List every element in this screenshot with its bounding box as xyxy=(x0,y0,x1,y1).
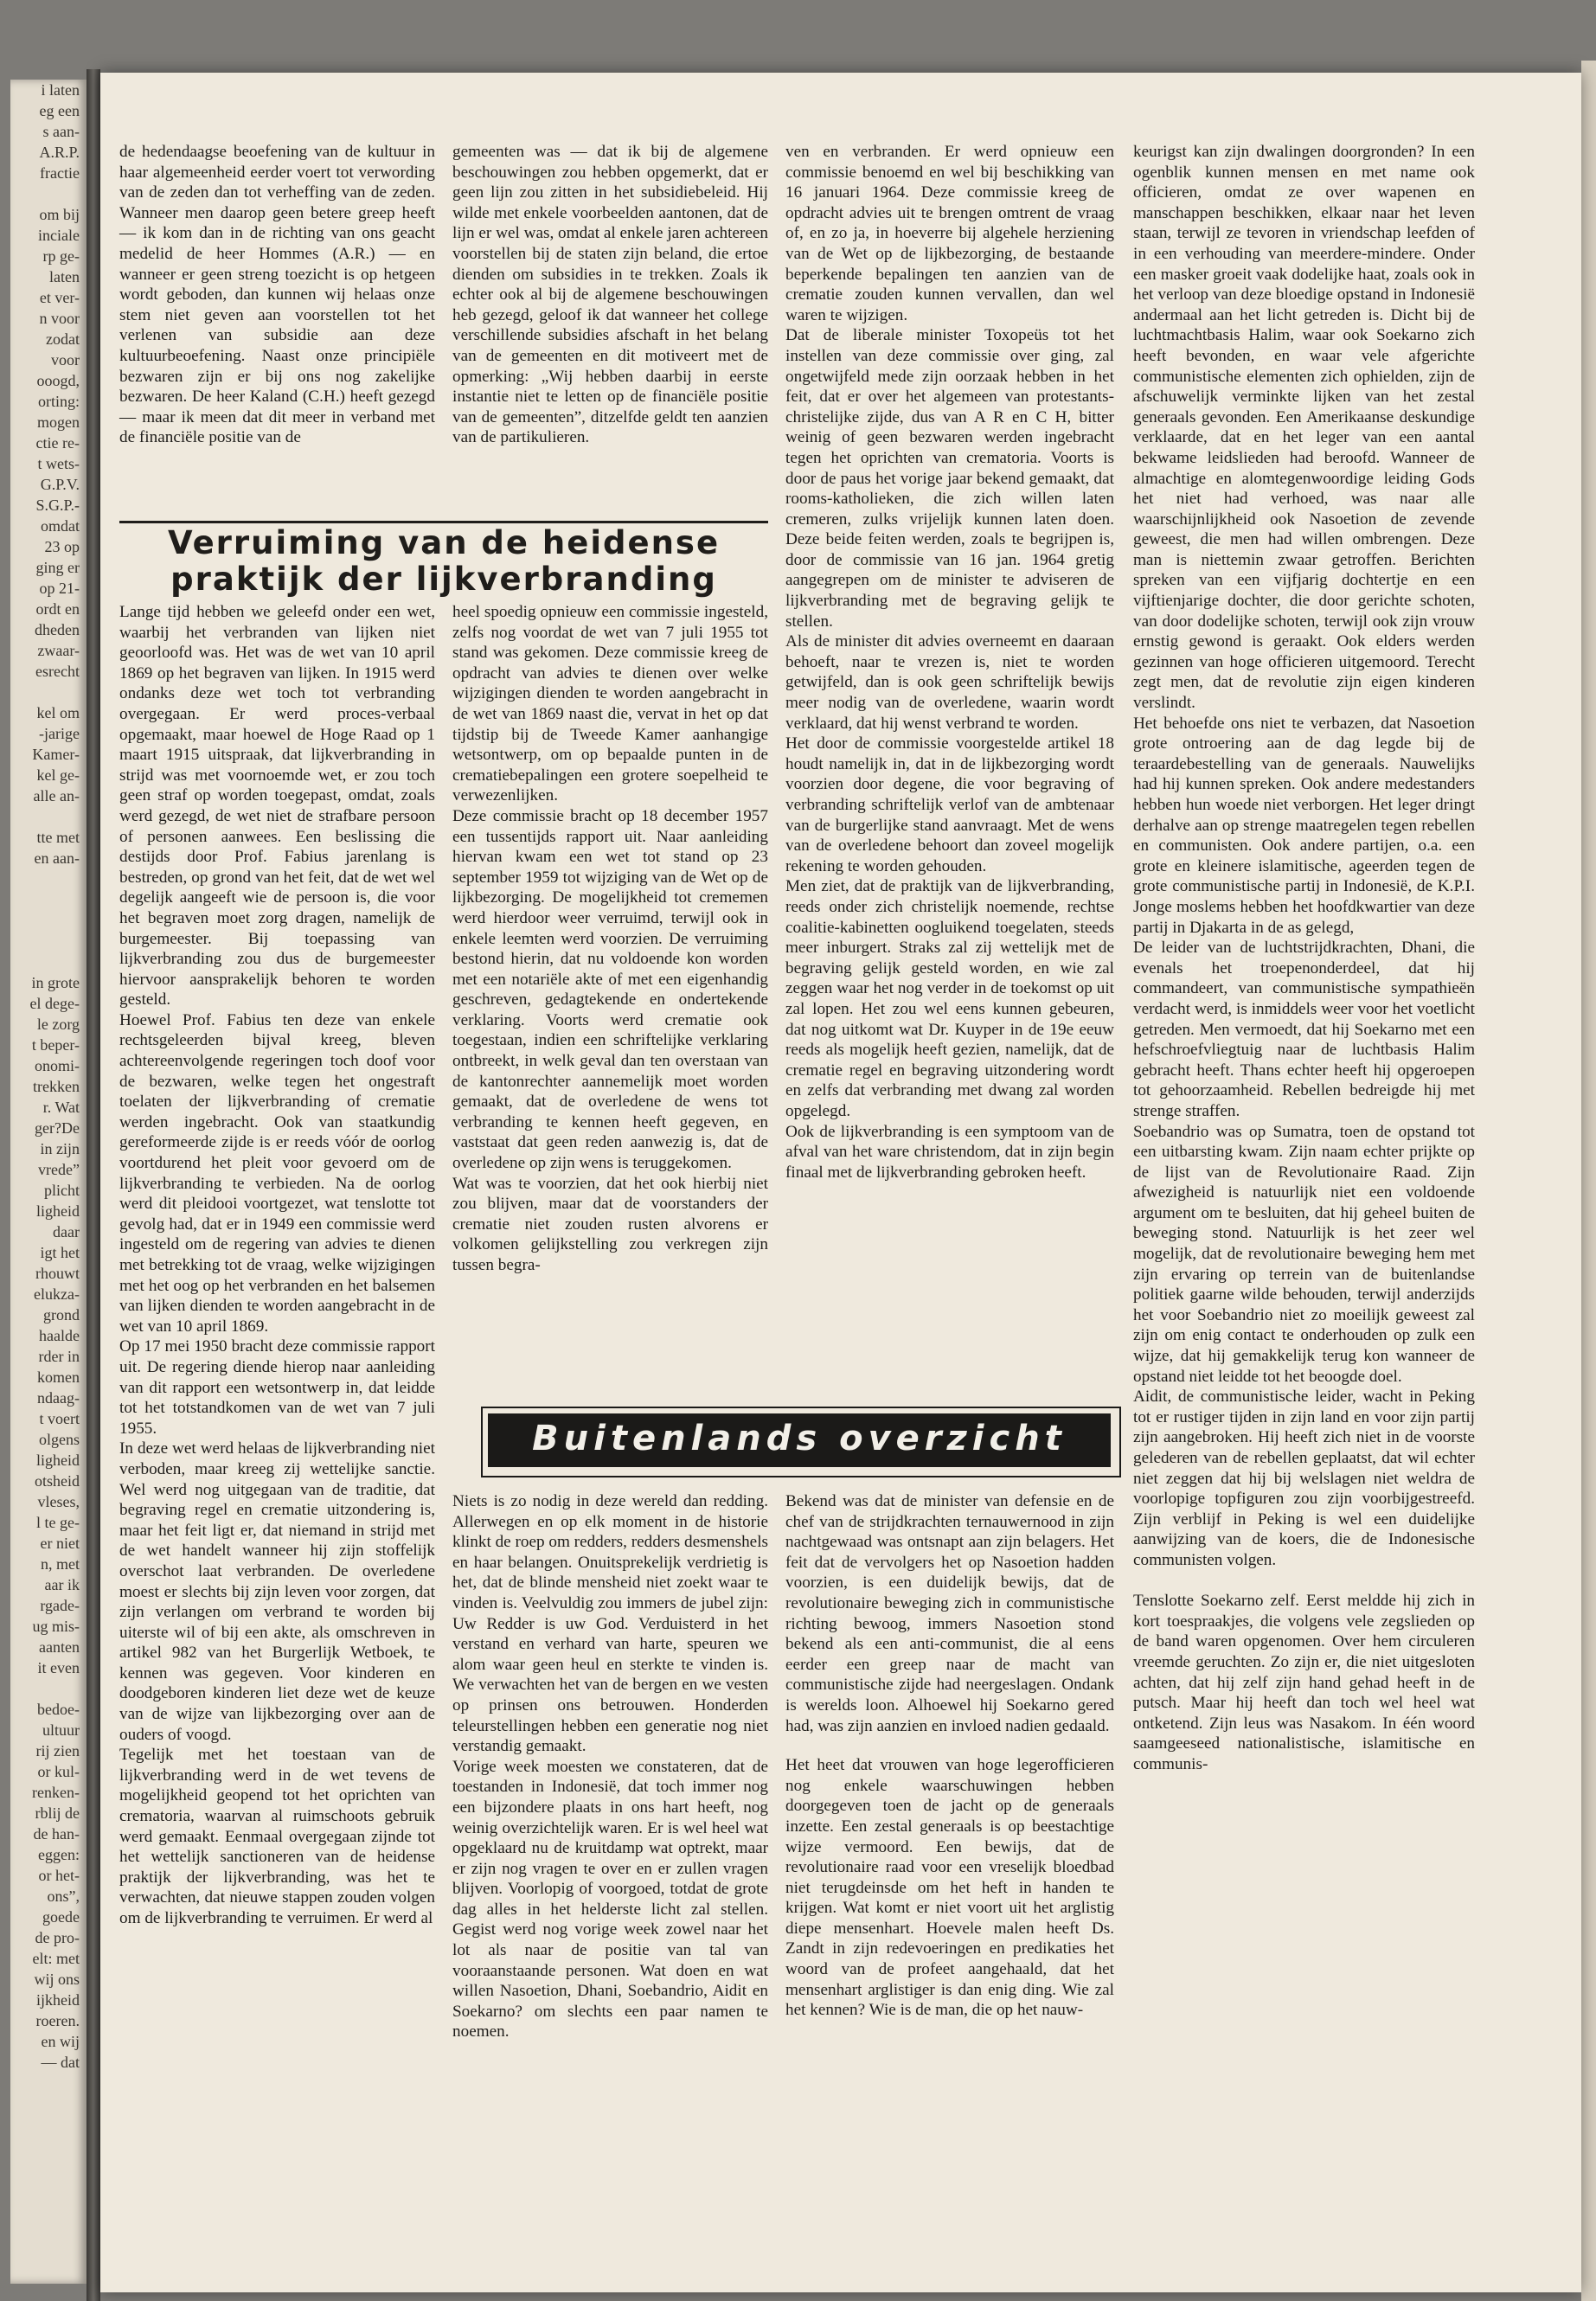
adjacent-page-fragment: rgade- xyxy=(40,1597,80,1614)
adjacent-page-fragment: kel ge- xyxy=(36,766,80,784)
headline-line-1: Verruiming van de heidense xyxy=(167,524,721,561)
paragraph: Aidit, de communistische leider, wacht in Peking tot er rustiger tijden in zijn land en voor zijn partij zijn aangebroken. Hij heeft zich niet in de voorste gelederen van de rebellen geplaatst, dat wil echter niet zeggen dat hij bij welslagen niet weldra de voorlopige topfiguren zou zijn voorbijgestreefd. Zijn verblijf in Peking is wel een duidelijke aanwijzing van de koers, die de Indonesische communisten volgen. xyxy=(1133,1388,1475,1569)
adjacent-page-fragment: op 21- xyxy=(39,580,80,597)
paragraph: In deze wet werd helaas de lijkverbranding niet verboden, maar kreeg zij wettelijke sanctie. Wel werd nog uitgegaan van de traditie, dat begraving regel en crematie uitzondering is, maar het feit ligt er, dat niemand in strijd met de wet handelt wanneer hij zijn stoffelijk overschot laat verbranden. De overledene moest er slechts bij zijn leven voor zorgen, dat zijn verlangen om verbrand te worden bij uiterste wil of bij een akte, als omschreven in artikel 982 van het Burgerlijk Wetboek, te kennen was gegeven. Voor kinderen en doodgeboren kinderen liet deze wet de keuze van de wijze van lijkbezorging over aan de ouders of voogd. xyxy=(119,1439,435,1744)
adjacent-page-fragment: ger?De xyxy=(35,1119,80,1137)
paragraph: Het heet dat vrouwen van hoge legerofficieren nog enkele waarschuwingen hebben doorgegeven toen de jacht op de generaals inzette. Een zestal generaals is op beestachtige wijze vermoord. Een bewijs, dat de revolutionaire raad voor een vreselijk bloedbad niet terugdeinsde om het heft in handen te krijgen. Wat komt er niet voort uit het arglistig diepe mensenhart. Hoevele malen heeft Ds. Zandt in zijn redevoeringen en predikaties het woord van de profeet aangehaald, dat het mensenhart arglistiger is dan enig ding. Wie zal het kennen? Wie is de man, die op het nauw- xyxy=(785,1756,1114,2020)
adjacent-page-fragment: zodat xyxy=(46,330,80,348)
adjacent-page-fragment: ug mis- xyxy=(32,1618,80,1635)
adjacent-page-fragment: eg een xyxy=(39,102,80,119)
adjacent-page-fragment: in zijn xyxy=(40,1140,80,1157)
intro-column-2 xyxy=(452,142,768,448)
adjacent-page-fragment: goede xyxy=(42,1908,80,1926)
paragraph: Op 17 mei 1950 bracht deze commissie rapport uit. De regering diende hierop naar aanleiding van dit rapport een wetsontwerp in, dat leidde tot het totstandkomen van de wet van 7 juli 1955. xyxy=(119,1337,435,1438)
adjacent-page-fragment: alle an- xyxy=(33,787,80,804)
article-column-3 xyxy=(785,142,1114,1183)
adjacent-page-strip xyxy=(10,80,87,2284)
paragraph: Vorige week moesten we constateren, dat de toestanden in Indonesië, dat toch immer nog een bijzondere plaats in ons hart heeft, nog weinig overzichtelijk waren. Er is wel heel wat opgeklaard nu de kruitdamp wat optrekt, maar er zijn nog vragen te over en er zullen vragen blijven. Voorlopig of voorgoed, totdat de grote dag alles in het helderste licht zal stellen. Gegist werd nog vorige week zowel naar het lot als naar de positie van tal van vooraanstaande personen. Wat doen en wat willen Nasoetion, Dhani, Soebandrio, Aidit en Soekarno? om slechts een paar namen te noemen. xyxy=(452,1757,768,2041)
adjacent-page-fragment: wij ons xyxy=(34,1971,80,1988)
paragraph: Men ziet, dat de praktijk van de lijkverbranding, reeds onder zich christelijk noemende, rechtse coalitie-kabinetten oogluikend toegelaten, steeds meer inburgert. Straks zal zij wettelijk met de begraving gelijk gesteld worden, en wie zal zeggen waar het nog verder in de toekomst op uit zal lopen. Het zou wel eens kunnen gebeuren, dat nog uitkomt wat Dr. Kuyper in de 19e eeuw reeds als mogelijk heeft gezien, namelijk, dat de crematie regel en begraving uitzondering wordt en zelfs dat verbranding met dwang zal worden opgelegd. xyxy=(785,877,1114,1120)
adjacent-page-fragment: zwaar- xyxy=(37,642,80,659)
adjacent-page-fragment: tte met xyxy=(36,829,80,846)
section-divider xyxy=(119,521,768,523)
adjacent-page-fragment xyxy=(10,183,87,204)
paragraph: keurigst kan zijn dwalingen doorgronden? In een ogenblik kunnen mensen en met name ook officieren, omdat ze over wapenen en manschappen beschikken, elkaar naar het leven staan, terwijl ze tevoren in vriendschap leefden of in een verhouding van meerdere-mindere. Onder een masker groeit vaak dodelijke haat, zoals ook in het verloop van deze bloedige opstand in Indonesië andermaal aan het licht getreden is. Dicht bij de luchtmachtbasis Halim, waar ook Soekarno zich heeft bevonden, en waar vele afgerichte communistische elementen zich ophielden, zijn de afschuwelijk verminkte lijken van het zestal generaals gevonden. Een Amerikaanse deskundige verklaarde, dat en het leger van een aantal bekwame leidslieden had beroofd. Wanneer de almachtige en alomtegenwoordige leiding Gods het niet had verhoed, was naar alle waarschijnlijkheid ook Nasoetion de zevende geweest, die men had willen ombrengen. Deze man is niettemin zwaar getroffen. Berichten spreken van een vijfjarig dochtertje en een vijftienjarige dochter, die door gerichte schoten, van door dodelijke schoten, terwijl ook zijn vrouw ernstig gewond is geraakt. Ook elders werden gezinnen van hoge officieren uitgemoord. Terecht zegt men, dat de revolutie zijn eigen kinderen verslindt. xyxy=(1133,143,1475,713)
adjacent-page-fragment: eggen: xyxy=(38,1846,80,1863)
paragraph: Als de minister dit advies overneemt en daaraan behoeft, naar te vrezen is, niet te worden getwijfeld, dan is ook geen schriftelijk bewijs meer nodig van de overledene, waarin wordt verklaard, dat hij wenst verbrand te worden. xyxy=(785,632,1114,733)
section-banner: Buitenlands overzicht xyxy=(488,1413,1111,1467)
adjacent-page-fragment: l te ge- xyxy=(36,1514,80,1531)
adjacent-page-fragment: -jarige xyxy=(39,725,80,742)
adjacent-page-fragment xyxy=(10,952,87,972)
adjacent-page-fragment: elukza- xyxy=(34,1285,80,1303)
adjacent-page-fragment: de pro- xyxy=(35,1929,80,1946)
adjacent-page-fragment: grond xyxy=(43,1306,80,1324)
paragraph: Dat de liberale minister Toxopeüs tot het instellen van deze commissie over ging, zal ongetwijfeld mede zijn oorzaak hebben in het feit, dat er over het algemeen van protestants-christelijke zijde, dus van A R en C H, bitter weinig of geen bezwaren werden ingebracht tegen het oprichten van crematoria. Voorts is door de paus het vorige jaar bekend gemaakt, dat rooms-katholieken, die zich willen laten cremeren, zulks vrijelijk kunnen laten doen. Deze beide feiten werden, zoals te begrijpen is, door de commissie van 16 jan. 1964 gretig aangegrepen om de minister te adviseren de lijkverbranding met de begraving gelijk te stellen. xyxy=(785,326,1114,631)
adjacent-page-fragment: ooogd, xyxy=(36,372,80,389)
paragraph: Het behoefde ons niet te verbazen, dat Nasoetion grote ontroering aan de dag legde bij de teraardebestelling van de generaals. Nauwelijks had hij kunnen spreken. Ook andere medestanders hebben hun woede niet verborgen. Het leger dringt derhalve aan op strenge maatregelen tegen rebellen en communisten. Ook andere partijen, o.a. een grote en kleinere islamitische, ageerden tegen de grote communistische partij in Indonesië, de K.P.I. Jonge moslems hebben het hoofdkwartier van deze partij in Djakarta in de as gelegd, xyxy=(1133,714,1475,937)
adjacent-page-fragment: ultuur xyxy=(42,1721,80,1739)
adjacent-page-fragment: n voor xyxy=(39,310,80,327)
adjacent-page-fragment: rhouwt xyxy=(35,1265,80,1282)
adjacent-page-fragment: en wij xyxy=(41,2033,80,2050)
adjacent-page-fragment: ligheid xyxy=(36,1202,80,1220)
adjacent-page-fragment: or het- xyxy=(38,1867,80,1884)
adjacent-page-fragment: orting: xyxy=(38,393,80,410)
adjacent-page-fragment: ijkheid xyxy=(36,1991,80,2009)
adjacent-page-fragment: 23 op xyxy=(44,538,80,555)
adjacent-page-fragment xyxy=(10,931,87,952)
overzicht-column-2 xyxy=(785,1491,1114,2021)
adjacent-page-fragment: t voert xyxy=(39,1410,80,1427)
paragraph: Het door de commissie voorgestelde artikel 18 houdt namelijk in, dat in de lijkbezorging wordt voorzien door degene, die voor begraving of verbranding schriftelijk verlof van de ambtenaar van de burgerlijke stand aanvraagt. Met de wens van de overledene behoort dan zoveel mogelijk rekening te worden gehouden. xyxy=(785,734,1114,875)
adjacent-page-fragment: ons”, xyxy=(47,1888,80,1905)
adjacent-page-fragment: le zorg xyxy=(36,1016,80,1033)
article-column-1 xyxy=(119,602,435,1929)
adjacent-page-fragment: aar ik xyxy=(44,1576,80,1593)
adjacent-page-fragment xyxy=(10,806,87,827)
adjacent-page-fragment: trekken xyxy=(33,1078,80,1095)
adjacent-page-fragment: rp ge- xyxy=(42,247,80,265)
paragraph: Soebandrio was op Sumatra, toen de opstand tot een uitbarsting kwam. Zijn naam echter prijkte op de lijst van de Revolutionaire Raad. Zijn afwezigheid is natuurlijk niet een voldoende argument om te besluiten, dat hij geheel buiten de beweging stond. Natuurlijk is het zeer wel mogelijk, dat de revolutionaire beweging hem met zijn ervaring op terrein van de buitenlandse politiek gaarne wilde behouden, terwijl anderzijds het voor Soebandrio niet zo moeilijk geweest zal zijn om enig contact te onderhouden op zulk een wijze, dat hij gemakkelijk terug kon wanneer de opstand niet leidde tot het beoogde doel. xyxy=(1133,1122,1475,1386)
adjacent-page-fragment: S.G.P.- xyxy=(35,497,80,514)
adjacent-page-fragment: Kamer- xyxy=(32,746,80,763)
adjacent-page-fragment: ordt en xyxy=(35,600,80,618)
paragraph: heel spoedig opnieuw een commissie ingesteld, zelfs nog voordat de wet van 7 juli 1955 tot stand was gekomen. Deze commissie kreeg de opdracht van advies te dienen over welke wijzigingen dienden te worden aangebracht in de wet van 1869 naast die, vervat in het op dat tijdstip bij de Tweede Kamer aanhangige wetsontwerp, om op bepaalde punten in de crematiebepalingen een grotere soepelheid te verwezenlijken. xyxy=(452,603,768,805)
adjacent-page-fragment: in grote xyxy=(31,974,80,991)
paragraph: Niets is zo nodig in deze wereld dan redding. Allerwegen en op elk moment in de historie klinkt de roep om redders, redders desmenshels en haar belangen. Onuitsprekelijk verdrietig is het, dat de blinde mensheid niet zoekt waar te vinden is. Veelvuldig zou immers de jubel zijn: Uw Redder is uw God. Verduisterd in het verstand en verhard van harte, speuren we alom waar geen heul en sterkte te vinden is. We verwachten het van de bergen en we vesten op prinsen ons betrouwen. Honderden teleurstellingen hebben een generatie nog niet verstandig gemaakt. xyxy=(452,1492,768,1756)
adjacent-page-fragment: komen xyxy=(37,1368,80,1386)
adjacent-page-fragment: omdat xyxy=(41,517,80,535)
adjacent-page-fragment: s aan- xyxy=(42,123,80,140)
adjacent-page-fragment: en aan- xyxy=(34,849,80,867)
adjacent-page-fragment: t wets- xyxy=(37,455,80,472)
adjacent-page-fragment: plicht xyxy=(44,1182,80,1199)
paragraph: Bekend was dat de minister van defensie en de chef van de strijdkrachten ternauwernood in zijn nachtgewaad was ontsnapt aan zijn belagers. Het feit dat de vervolgers het op Nasoetion hadden voorzien, is een duidelijk bewijs, dat de revolutionaire beweging zich in communistische richting bewoog, immers Nasoetion stond bekend als een anti-communist, die al eens eerder een greep naar de macht van communistische zijde had neergeslagen. Ondank is werelds loon. Alhoewel hij Soekarno gered had, was zijn aanzien en invloed nadien gedaald. xyxy=(785,1492,1114,1735)
intro-paragraph: gemeenten was — dat ik bij de algemene beschouwingen zou hebben opgemerkt, dat er geen lijn zou zitten in het subsidiebeleid. Hij wilde met enkele voorbeelden aantonen, dat de lijn er wel was, omdat al enkele jaren achtereen voorstellen bij de staten zijn beland, die ertoe dienden om subsidies in te trekken. Zoals ik echter ook al bij de algemene beschouwingen heb gezegd, geloof ik dat wanneer het college verschillende subsidies afschaft in het belang van de gemeenten en dit motiveert met de opmerking: „Wij hebben daarbij in eerste instantie niet te letten op de financiële positie van de gemeenten”, ditzelfde geldt ten aanzien van de partikulieren. xyxy=(452,143,768,447)
adjacent-page-fragment: rder in xyxy=(38,1348,80,1365)
adjacent-page-fragment: om bij xyxy=(39,206,80,223)
adjacent-page-fragment: or kul- xyxy=(37,1763,80,1780)
adjacent-page-fragment: renken- xyxy=(32,1784,80,1801)
article-column-2 xyxy=(452,602,768,1276)
paragraph xyxy=(1133,1571,1475,1592)
overzicht-column-1 xyxy=(452,1491,768,2042)
paragraph: ven en verbranden. Er werd opnieuw een commissie benoemd en wel bij beschikking van 16 januari 1964. Deze commissie kreeg de opdracht advies uit te brengen omtrent de vraag of, en zo ja, in hoeverre bij algehele herziening van de Wet op de lijkbezorging, de bestaande beperkende bepalingen ten aanzien van de crematie zouden kunnen vervallen, dan wel waren te wijzigen. xyxy=(785,143,1114,324)
intro-paragraph: de hedendaagse beoefening van de kultuur in haar algemeenheid eerder voert tot verwording van de zeden dan tot verheffing van de zeden. Wanneer men daarop geen betere greep heeft — ik kom dan in de richting van ons geacht medelid de heer Hommes (A.R.) — en wanneer er geen streng toezicht is op hetgeen wordt geboden, dan kunnen wij helaas onze stem niet geven aan voorstellen tot het verlenen van subsidie aan deze kultuurbeoefening. Naast onze principiële bezwaren zijn er bij ons nog zakelijke bezwaren. De heer Kaland (C.H.) heeft gezegd — maar ik meen dat dit meer in verband met de financiële positie van de xyxy=(119,143,435,447)
adjacent-page-fragment: A.R.P. xyxy=(39,144,80,161)
adjacent-page-fragment: ndaag- xyxy=(37,1389,80,1407)
adjacent-page-fragment: voor xyxy=(51,351,80,369)
adjacent-page-fragment: mogen xyxy=(37,413,80,431)
adjacent-page-fragment: ging er xyxy=(35,559,80,576)
adjacent-page-fragment: fractie xyxy=(40,164,80,182)
adjacent-page-fragment: vrede” xyxy=(38,1161,80,1178)
adjacent-page-fragment: roeren. xyxy=(35,2012,80,2029)
adjacent-page-fragment: de han- xyxy=(33,1825,80,1843)
adjacent-page-fragment: n, met xyxy=(41,1555,80,1573)
paragraph: Deze commissie bracht op 18 december 1957 een tussentijds rapport uit. Naar aanleiding hiervan kwam een wet tot stand op 23 september 1959 tot wijziging van de Wet op de lijkbezorging. De mogelijkheid tot crememen werd hierdoor weer verruimd, terwijl ook in enkele leemten werd voorzien. De verruiming bestond hierin, dat nu voldoende kon worden met een notariële akte of met een eigenhandig geschreven, gedagtekende en ondertekende verklaring. Voorts werd crematie ook toegestaan, indien een schriftelijke verklaring ontbreekt, in welk geval dan ten overstaan van de kantonrechter aannemelijk moet worden gemaakt, dat de overledene de wens tot verbranding te kennen heeft gegeven, en vaststaat dat geen reden aanwezig is, dat de overledene op zijn wens is teruggekomen. xyxy=(452,806,768,1173)
adjacent-page-fragment: i laten xyxy=(41,81,80,99)
paragraph: Ook de lijkverbranding is een symptoom van de afval van het ware christendom, dat in zijn begin finaal met de lijkverbranding gebroken heeft. xyxy=(785,1122,1114,1182)
paragraph: Lange tijd hebben we geleefd onder een wet, waarbij het verbranden van lijken niet geoorloofd was. Het was de wet van 10 april 1869 op het begraven van lijken. In 1915 werd ondanks deze wet toch tot verbranding overgegaan. Er werd proces-verbaal opgemaakt, maar hoewel de Hoge Raad op 1 maart 1915 uitspraak, dat lijkverbranding in strijd was met voornoemde wet, er zou toch geen straf op worden toegepast, omdat, zoals werd gezegd, de wet niet de strafbare persoon of personen aanwees. Een beslissing die destijds door Prof. Fabius jarenlang is bestreden, op grond van het feit, dat de wet wel degelijk aangeeft wie de persoon is, die voor het begraven moet zorg dragen, namelijk de burgemeester. Bij toepassing van lijkverbranding zou dus de burgemeester hiervoor aansprakelijk behoren te worden gesteld. xyxy=(119,603,435,1009)
paragraph: Hoewel Prof. Fabius ten deze van enkele rechtsgeleerden bijval kreeg, bleven achtereenvolgende regeringen toch doof voor de bezwaren, welke tegen het ongestraft toelaten der lijkverbranding of crematie werden ingebracht. Ook van staatkundig gereformeerde zijde is er reeds vóór de oorlog voortdurend het pleit voor gevoerd om de lijkverbranding te verbieden. Na de oorlog werd dit pleidooi voortgezet, wat tenslotte tot gevolg had, dat er in 1949 een commissie werd ingesteld om de regering van advies te dienen met betrekking tot de vraag, welke wijzigingen met het oog op het verbranden en het balsemen van lijken dienden te worden aangebracht in de wet van 10 april 1869. xyxy=(119,1010,435,1336)
book-gutter xyxy=(87,69,100,2301)
adjacent-page-fragment: kel om xyxy=(36,704,80,721)
adjacent-page-fragment: it even xyxy=(37,1659,80,1676)
paragraph: De leider van de luchtstrijdkrachten, Dhani, die evenals het troepenonderdeel, dat hij commandeert, van communistische sympathieën verdacht werd, is inmiddels weer voor het voetlicht getreden. Men vermoedt, dat hij Soekarno met een hefschroefvliegtuig naar de luchtbasis Halim gebracht heeft. Thans echter heeft hij opgeroepen tot gehoorzaamheid. Rebellen bedreigde hij met strenge straffen. xyxy=(1133,939,1475,1120)
adjacent-page-fragment: er niet xyxy=(40,1535,80,1552)
adjacent-page-fragment: vleses, xyxy=(37,1493,80,1510)
adjacent-page-fragment: otsheid xyxy=(35,1472,80,1490)
adjacent-page-fragment: igt het xyxy=(40,1244,80,1261)
adjacent-page-fragment: dheden xyxy=(35,621,80,638)
adjacent-page-fragment xyxy=(10,889,87,910)
adjacent-page-fragment xyxy=(10,868,87,889)
overzicht-column-3 xyxy=(1133,142,1475,1775)
adjacent-page-fragment: t beper- xyxy=(31,1036,80,1054)
newspaper-page xyxy=(100,73,1581,2292)
paragraph: Tenslotte Soekarno zelf. Eerst meldde hij zich in kort toespraakjes, die volgens vele zegslieden op de band waren opgenomen. Over hem circuleren vreemde geruchten. Zo zijn er, die niet uitgesloten achten, dat hij zelf zijn hand gehad heeft in de putsch. Maar hij heeft dan toch wel heel wat ontketend. Zijn leus was Nasakom. In één woord saamgeeseed nationalistische, islamitische en communis- xyxy=(1133,1592,1475,1773)
adjacent-page-fragment: — dat xyxy=(41,2054,80,2071)
adjacent-page-fragment: ctie re- xyxy=(35,434,80,452)
adjacent-page-fragment: onomi- xyxy=(35,1057,80,1074)
paragraph: Wat was te voorzien, dat het ook hierbij niet zou blijven, maar dat de voorstanders der crematie niet zouden rusten alvorens er volkomen gelijkstelling zou verkregen zijn tussen begra- xyxy=(452,1174,768,1274)
article-headline xyxy=(119,525,768,598)
intro-column-1 xyxy=(119,142,435,448)
adjacent-page-fragment: r. Wat xyxy=(42,1099,80,1116)
adjacent-page-fragment: rblij de xyxy=(35,1804,80,1822)
paragraph: Tegelijk met het toestaan van de lijkverbranding werd in de wet tevens de mogelijkheid geopend tot het oprichten van crematoria, waarvan al ruimschoots gebruik werd gemaakt. Eenmaal overgegaan zijnde tot het wettelijk sanctioneren van de heidense praktijk der lijkverbranding, was het te verwachten, dat nieuwe stappen zouden volgen om de lijkverbranding te verruimen. Er werd al xyxy=(119,1746,435,1927)
adjacent-page-fragment: aanten xyxy=(39,1638,80,1656)
adjacent-page-fragment xyxy=(10,910,87,931)
adjacent-page-fragment: el dege- xyxy=(29,995,80,1012)
adjacent-page-fragment: elt: met xyxy=(32,1950,80,1967)
adjacent-page-fragment: et ver- xyxy=(39,289,80,306)
adjacent-page-fragment: rij zien xyxy=(35,1742,80,1759)
adjacent-page-fragment xyxy=(10,682,87,702)
adjacent-page-fragment: laten xyxy=(49,268,80,285)
adjacent-page-fragment xyxy=(10,1678,87,1699)
adjacent-page-fragment: bedoe- xyxy=(37,1701,80,1718)
adjacent-page-fragment: ligheid xyxy=(36,1452,80,1469)
adjacent-page-fragment: esrecht xyxy=(35,663,80,680)
adjacent-page-fragment: daar xyxy=(53,1223,80,1240)
adjacent-page-fragment: haalde xyxy=(39,1327,80,1344)
adjacent-page-fragment: olgens xyxy=(39,1431,80,1448)
adjacent-page-fragment: G.P.V. xyxy=(40,476,80,493)
page-edge xyxy=(1581,61,1596,2301)
adjacent-page-fragment: inciale xyxy=(38,227,80,244)
headline-line-2: praktijk der lijkverbranding xyxy=(170,561,717,598)
